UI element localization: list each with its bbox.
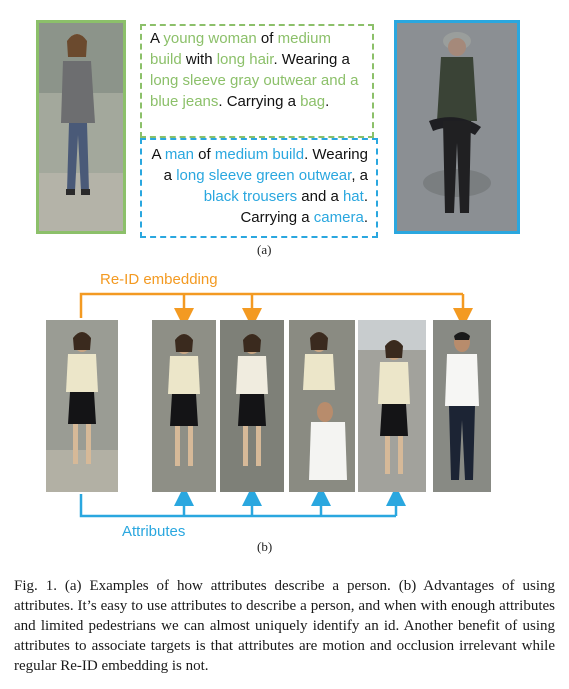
- subfigure-label-b: (b): [257, 539, 273, 554]
- gallery-image-1: [152, 320, 216, 492]
- attr-hat: hat: [342, 188, 364, 205]
- attr-medium-build: medium build: [150, 30, 331, 68]
- attr-bag: bag: [300, 93, 326, 110]
- figure-caption: Fig. 1. (a) Examples of how attributes describe a person. (b) Advantages of using attributes. It’s easy to use attributes to describe a person, and when with enough attributes and limited pedestrians we can almost uniquely identify an id. Another benefit of using attributes to associate targets is that attributes are motion and occlusion irrelevant while regular Re-ID embedding is not.: [14, 578, 555, 674]
- reid-embedding-label: Re-ID embedding: [100, 271, 218, 288]
- attr-outwear: long sleeve green outwear: [176, 167, 352, 184]
- attributes-label: Attributes: [122, 523, 186, 540]
- attributes-connector: [81, 494, 396, 516]
- gallery-image-4: [358, 320, 426, 492]
- attr-man: man: [164, 146, 194, 163]
- attr-long-hair: long hair: [216, 51, 274, 68]
- gallery-image-2: [220, 320, 284, 492]
- attr-outwear: long sleeve gray outwear and a blue jeans: [150, 72, 359, 110]
- attr-camera: camera: [313, 209, 364, 226]
- gallery-image-5: [433, 320, 491, 492]
- gallery-image-3: [289, 320, 355, 492]
- attr-medium-build: medium build: [214, 146, 305, 163]
- query-image: [46, 320, 118, 492]
- attr-young-woman: young woman: [163, 30, 257, 47]
- man-description: A man of medium build. Wearing a long sleeve green outwear, a black trousers and a hat. Carrying a camera.: [140, 138, 378, 238]
- subfigure-label-a: (a): [257, 242, 272, 257]
- reid-connector: [81, 294, 463, 318]
- attr-trousers: black trousers: [203, 188, 298, 205]
- woman-description: A young woman of medium build with long hair. Wearing a long sleeve gray outwear and a blue jeans. Carrying a bag.: [140, 24, 374, 138]
